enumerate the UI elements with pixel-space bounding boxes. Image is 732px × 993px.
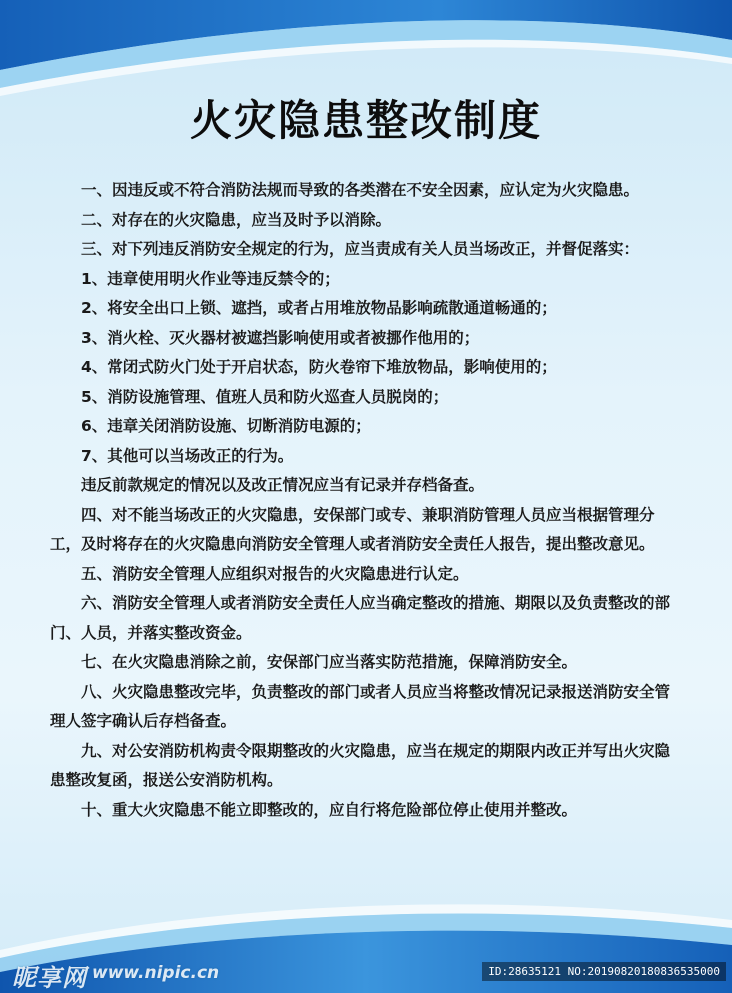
watermark-url: www.nipic.cn xyxy=(92,963,220,983)
paragraph: 十、重大火灾隐患不能立即整改的，应自行将危险部位停止使用并整改。 xyxy=(81,800,578,819)
list-item: 6、违章关闭消防设施、切断消防电源的； xyxy=(81,417,371,435)
list-item: 7、其他可以当场改正的行为。 xyxy=(81,446,294,465)
list-item: 5、消防设施管理、值班人员和防火巡查人员脱岗的； xyxy=(81,387,449,406)
page-title: 火灾隐患整改制度 xyxy=(189,96,542,145)
paragraph: 三、对下列违反消防安全规定的行为，应当责成有关人员当场改正，并督促落实： xyxy=(81,240,640,258)
watermark-logo: 昵享网 xyxy=(12,964,87,992)
list-item: 3、消火栓、灭火器材被遮挡影响使用或者被挪作他用的； xyxy=(81,328,480,347)
image-id-label: ID:28635121 NO:20190820180836535000 xyxy=(482,962,726,981)
paragraph: 五、消防安全管理人应组织对报告的火灾隐患进行认定。 xyxy=(81,564,469,583)
paragraph: 六、消防安全管理人或者消防安全责任人应当确定整改的措施、期限以及负责整改的部门、人员，并落实整改资金。 xyxy=(50,594,671,642)
paragraph: 违反前款规定的情况以及改正情况应当有记录并存档备查。 xyxy=(81,476,485,494)
list-item: 2、将安全出口上锁、遮挡，或者占用堆放物品影响疏散通道畅通的； xyxy=(81,299,557,317)
list-item: 4、常闭式防火门处于开启状态，防火卷帘下堆放物品，影响使用的； xyxy=(81,358,557,376)
paragraph: 二、对存在的火灾隐患，应当及时予以消除。 xyxy=(81,210,392,229)
paragraph: 九、对公安消防机构责令限期整改的火灾隐患，应当在规定的期限内改正并写出火灾隐患整改复函，报送公安消防机构。 xyxy=(50,741,671,789)
paragraph: 四、对不能当场改正的火灾隐患，安保部门或专、兼职消防管理人员应当根据管理分工，及时将存在的火灾隐患向消防安全管理人或者消防安全责任人报告，提出整改意见。 xyxy=(50,505,655,553)
paragraph: 一、因违反或不符合消防法规而导致的各类潜在不安全因素，应认定为火灾隐患。 xyxy=(81,181,640,199)
paragraph: 八、火灾隐患整改完毕，负责整改的部门或者人员应当将整改情况记录报送消防安全管理人签字确认后存档备查。 xyxy=(50,682,671,730)
paragraph: 七、在火灾隐患消除之前，安保部门应当落实防范措施，保障消防安全。 xyxy=(81,653,578,671)
list-item: 1、违章使用明火作业等违反禁令的； xyxy=(81,269,340,288)
regulation-body xyxy=(50,176,682,825)
